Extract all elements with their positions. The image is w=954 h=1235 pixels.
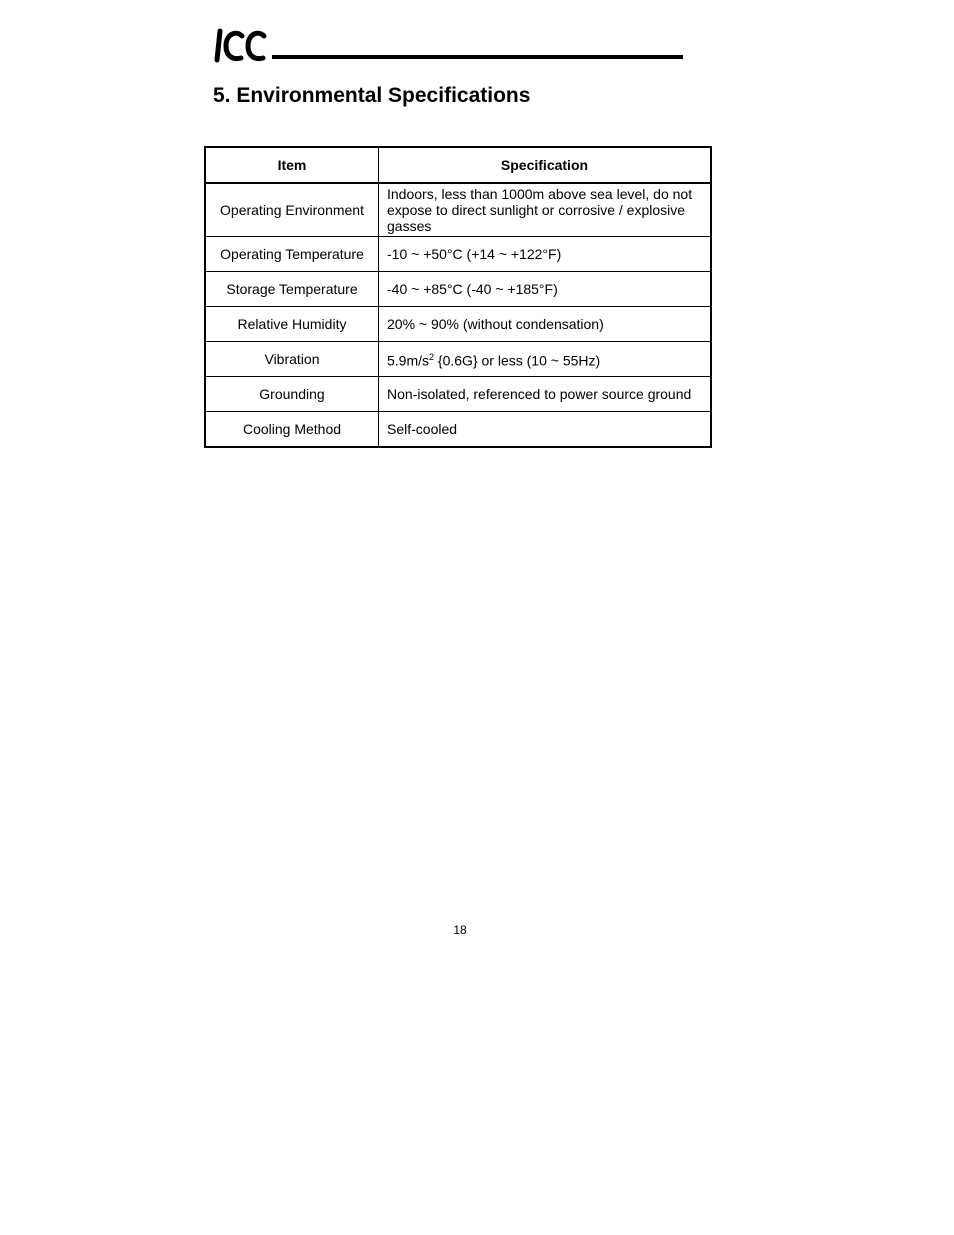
page-header <box>214 28 684 64</box>
page-number: 18 <box>453 923 467 937</box>
environmental-spec-table <box>204 146 712 448</box>
section-title: 5. Environmental Specifications <box>213 84 531 107</box>
table-row <box>205 377 711 412</box>
spec-cell: 20% ~ 90% (without condensation) <box>379 307 712 342</box>
spec-cell <box>379 342 712 377</box>
item-cell: Relative Humidity <box>205 307 379 342</box>
spec-text: 5.9m/s <box>387 352 430 369</box>
table-row <box>205 237 711 272</box>
spec-cell: -10 ~ +50°C (+14 ~ +122°F) <box>379 237 712 272</box>
column-header-specification: Specification <box>379 147 712 183</box>
icc-logo-icon <box>214 28 270 64</box>
spec-cell: Indoors, less than 1000m above sea level, do not expose to direct sunlight or corrosive / explosive gasses <box>379 183 712 237</box>
header-rule <box>272 55 683 59</box>
table-row <box>205 412 711 448</box>
item-cell: Storage Temperature <box>205 272 379 307</box>
table-row <box>205 307 711 342</box>
spec-text: {0.6G} or less (10 ~ 55Hz) <box>434 352 601 369</box>
spec-cell: Self-cooled <box>379 412 712 448</box>
spec-cell: Non-isolated, referenced to power source ground <box>379 377 712 412</box>
column-header-item: Item <box>205 147 379 183</box>
item-cell: Operating Temperature <box>205 237 379 272</box>
table-header-row <box>205 147 711 183</box>
item-cell: Cooling Method <box>205 412 379 448</box>
spec-cell: -40 ~ +85°C (-40 ~ +185°F) <box>379 272 712 307</box>
table-row <box>205 183 711 237</box>
table-row <box>205 342 711 377</box>
table-row <box>205 272 711 307</box>
superscript-exponent: 2 <box>429 352 435 363</box>
item-cell: Grounding <box>205 377 379 412</box>
item-cell: Vibration <box>205 342 379 377</box>
item-cell: Operating Environment <box>205 183 379 237</box>
